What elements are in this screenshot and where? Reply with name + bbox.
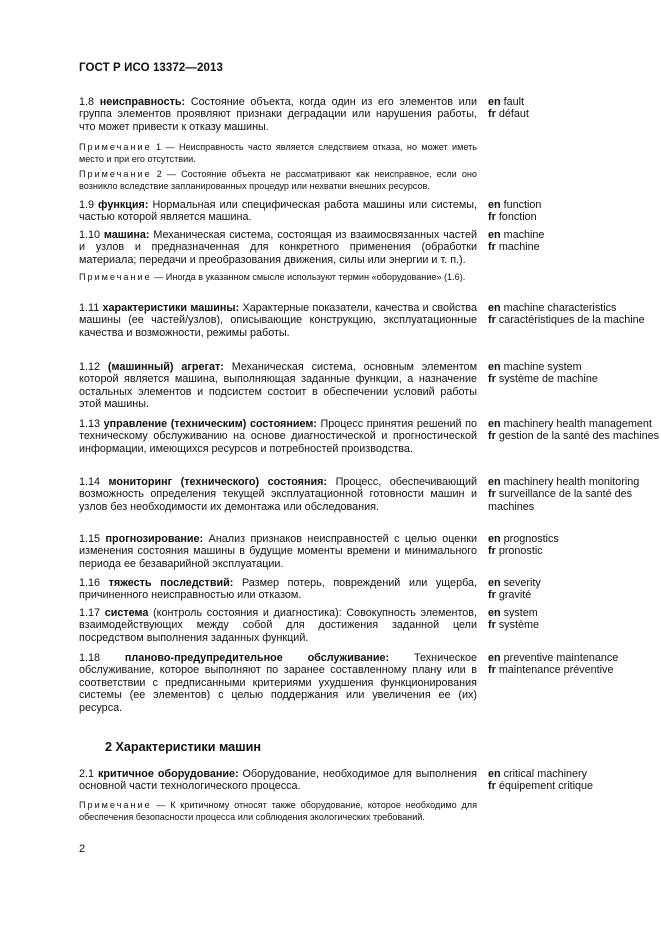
- page-number: 2: [79, 843, 86, 855]
- term-translations: en function fr fonction: [488, 199, 542, 224]
- term-name: управление (техническим) состоянием:: [103, 418, 317, 430]
- term-translations: en preventive maintenance fr maintenance préventive: [488, 652, 619, 677]
- term-definition: 1.10 машина: Механическая система, состоящая из взаимосвязанных частей и узлов и предназначенная для конкретного применения (обработки материала; передачи и преобразования движения, силы или энергии и т. п.).: [79, 229, 478, 266]
- term-name: характеристики машины:: [102, 302, 240, 314]
- term-definition: 1.11 характеристики машины: Характерные показатели, качества и свойства машины (ее частей/узлов), описывающие конструкцию, эксплуатационные качества и возможности, режимы работы.: [79, 302, 478, 339]
- term-definition: 1.9 функция: Нормальная или специфическая работа машины или системы, частью которой является машина.: [79, 199, 478, 224]
- term-name: функция:: [98, 199, 149, 211]
- section-title: 2 Характеристики машин: [105, 740, 261, 754]
- note: Примечание 2 — Состояние объекта не рассматривают как неисправное, если оно возникло вследствие запланированных процедур или нехватки внешних ресурсов.: [79, 169, 477, 191]
- term-definition: 1.8 неисправность: Состояние объекта, когда один из его элементов или группа элементов проявляют признаки деградации или нарушения работы, что может привести к отказу машины.: [79, 96, 477, 133]
- term-definition: 1.14 мониторинг (технического) состояния: Процесс, обеспечивающий возможность определения текущей эксплуатационной готовности машин и узлов без необходимости их демонтажа или обследования.: [79, 476, 478, 513]
- term-name: планово-предупредительное обслуживание:: [124, 652, 390, 664]
- term-definition: 1.12 (машинный) агрегат: Механическая система, основным элементом которой является машина, выполняющая заданные функции, а назначение остальных элементов и подсистем состоит в обеспечении условий работы этой машины.: [79, 361, 477, 411]
- term-translations: en machine characteristics fr caractéristiques de la machine: [488, 302, 645, 327]
- term-name: прогнозирование:: [105, 533, 204, 545]
- term-definition: 2.1 критичное оборудование: Оборудование, необходимое для выполнения основной части технологического процесса.: [79, 768, 478, 793]
- term-name: критичное оборудование:: [97, 768, 239, 780]
- term-name: система: [104, 607, 149, 619]
- term-translations: en machine fr machine: [488, 229, 545, 254]
- term-name: мониторинг (технического) состояния:: [108, 476, 328, 488]
- term-translations: en machine system fr système de machine: [488, 361, 598, 386]
- note: Примечание — К критичному относят также оборудование, которое необходимо для обеспечения безопасности процесса или соблюдения экологических требований.: [79, 800, 477, 822]
- term-name: машина:: [103, 229, 150, 241]
- term-definition: 1.15 прогнозирование: Анализ признаков неисправностей с целью оценки изменения состояния машины в будущие моменты времени и минимального периода ее безаварийной эксплуатации.: [79, 533, 478, 570]
- term-name: (машинный) агрегат:: [107, 361, 224, 373]
- term-name: неисправность:: [99, 96, 186, 108]
- term-translations: en prognostics fr pronostic: [488, 533, 559, 558]
- term-translations: en severity fr gravité: [488, 577, 541, 602]
- term-definition: 1.18 планово-предупредительное обслуживание: Техническое обслуживание, которое выполняют по заранее составленному плану или в соответствии с предписанными критериями ухудшения функционирования системы (ее элементов) с целью поддержания или увеличения ее (их) ресурса.: [79, 652, 478, 714]
- term-definition: 1.17 система (контроль состояния и диагностика): Совокупность элементов, взаимодействующих между собой для достижения заданной цели посредством выполнения заданных функций.: [79, 607, 478, 644]
- term-translations: en fault fr défaut: [488, 96, 529, 121]
- term-definition: 1.13 управление (техническим) состоянием: Процесс принятия решений по техническому обслуживанию на основе диагностической и прогностической информации, имеющихся ресурсов и потребностей производства.: [79, 418, 478, 455]
- term-name: тяжесть последствий:: [108, 577, 234, 589]
- term-definition: 1.16 тяжесть последствий: Размер потерь, повреждений или ущерба, причиненного неисправностью или отказом.: [79, 577, 478, 602]
- term-translations: en system fr système: [488, 607, 540, 632]
- term-translations: en machinery health monitoring fr surveillance de la santé des machines: [488, 476, 640, 513]
- term-translations: en critical machinery fr équipement critique: [488, 768, 594, 793]
- document-header: ГОСТ Р ИСО 13372—2013: [79, 62, 224, 74]
- term-translations: en machinery health management fr gestion de la santé des machines: [488, 418, 660, 443]
- note: Примечание 1 — Неисправность часто является следствием отказа, но может иметь место и при его отсутствии.: [79, 142, 477, 164]
- note: Примечание — Иногда в указанном смысле используют термин «оборудование» (1.6).: [79, 272, 466, 282]
